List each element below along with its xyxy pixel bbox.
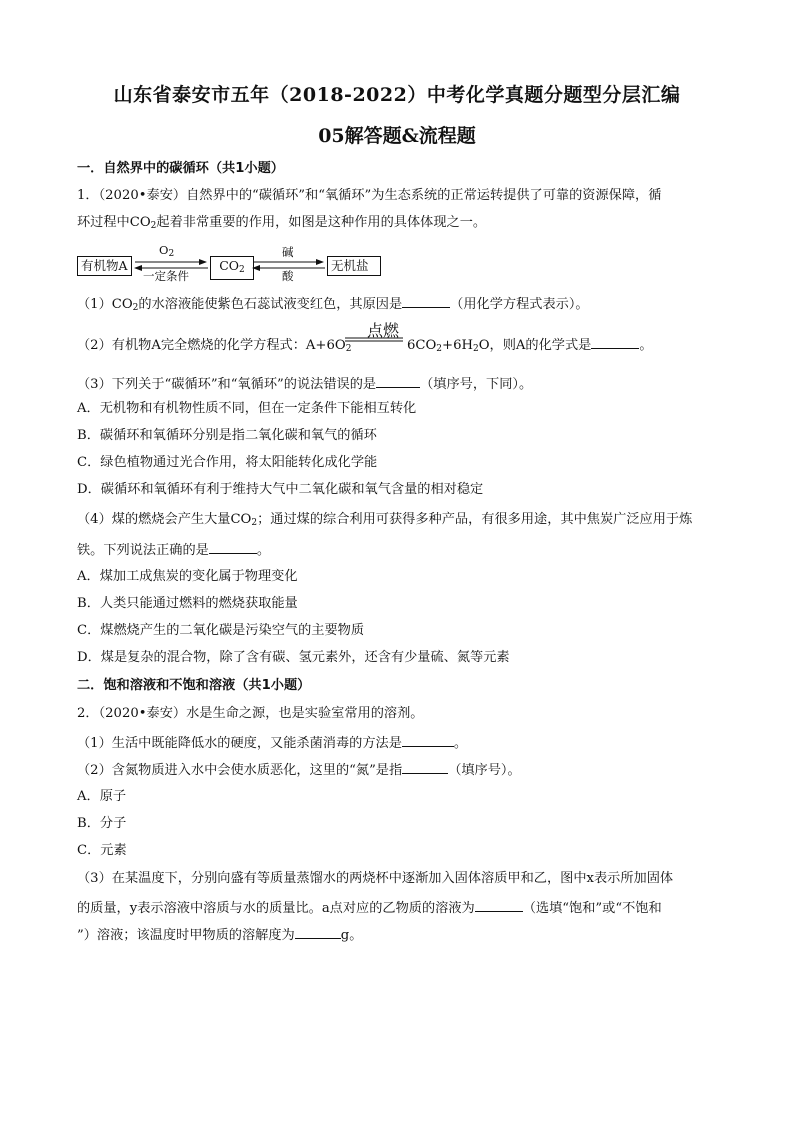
option-item: B．人类只能通过燃料的燃烧获取能量 [77, 596, 298, 611]
option-item: C．元素 [77, 843, 127, 858]
option-item: A．原子 [77, 789, 127, 804]
question-2-part-3-line2: 的质量，y表示溶液中溶质与水的质量比。a点对应的乙物质的溶液为 （选填“饱和”或“不饱和 [77, 898, 662, 918]
question-2-stem: 2．（2020•泰安）水是生命之源，也是实验室常用的溶剂。 [77, 706, 424, 721]
co2-box: $CO_2$ [210, 256, 254, 280]
option-item: B．碳循环和氧循环分别是指二氧化碳和氧气的循环 [77, 428, 377, 443]
reaction-condition: 点燃 [367, 321, 400, 340]
question-1-part-3: （3）下列关于“碳循环”和“氧循环”的说法错误的是 （填序号，下同）。 [77, 374, 532, 394]
question-1-part-1: $(1)CO_2$的水溶液能使紫色石蕊试液变红色，其原因是 （用化学方程式表示）。 [77, 294, 589, 317]
equation-double-line [345, 337, 405, 343]
inorganic-salt-box: 无机盐 [327, 256, 381, 276]
answer-blank[interactable] [295, 925, 341, 939]
question-1-stem-line2: 环过程中$CO_2$起着非常重要的作用，如图是这种作用的具体体现之一。 [77, 215, 487, 231]
document-title: 山东省泰安市五年（2018-2022）中考化学真题分题型分层汇编 [113, 84, 681, 106]
answer-blank[interactable] [402, 294, 450, 308]
option-item: D．碳循环和氧循环有利于维持大气中二氧化碳和氧气含量的相对稳定 [77, 482, 484, 497]
answer-blank[interactable] [376, 374, 420, 388]
question-2-part-3-line3: ”）溶液；该温度时甲物质的溶解度为 g。 [77, 925, 362, 945]
arrow1-bottom-label: 一定条件 [143, 269, 189, 283]
document-subtitle: 05解答题&流程题 [318, 125, 476, 147]
question-1-part-4-line1: （4）煤的燃烧会产生大量$CO_2$；通过煤的综合利用可获得多种产品，有很多用途，其中焦炭广泛应用于炼 [77, 512, 693, 528]
carbon-cycle-diagram [77, 243, 407, 283]
option-item: A．无机物和有机物性质不同，但在一定条件下能相互转化 [77, 401, 417, 416]
section-heading-1: 一．自然界中的碳循环（共1小题） [77, 161, 284, 176]
question-1-part-4-line2: 铁。下列说法正确的是 。 [77, 540, 270, 560]
option-item: A．煤加工成焦炭的变化属于物理变化 [77, 569, 298, 584]
question-2-part-1: （1）生活中既能降低水的硬度，又能杀菌消毒的方法是 。 [77, 733, 467, 753]
answer-blank[interactable] [475, 898, 523, 912]
answer-blank[interactable] [209, 540, 257, 554]
organic-compound-box: 有机物A [77, 256, 132, 276]
arrow2-bottom-label: 酸 [282, 269, 294, 283]
option-item: C．绿色植物通过光合作用，将太阳能转化成化学能 [77, 455, 378, 470]
question-1-stem-line1: 1．（2020•泰安）自然界中的“碳循环”和“氧循环”为生态系统的正常运转提供了可靠的资源保障，循 [77, 188, 662, 203]
arrow2-top-label: 碱 [282, 245, 294, 259]
answer-blank[interactable] [402, 733, 454, 747]
diagram-arrows [77, 243, 407, 283]
question-2-part-2: （2）含氮物质进入水中会使水质恶化，这里的“氮”是指 （填序号）。 [77, 760, 521, 780]
section-heading-2: 二．饱和溶液和不饱和溶液（共1小题） [77, 678, 311, 693]
answer-blank[interactable] [591, 335, 639, 349]
question-2-part-3-line1: （3）在某温度下，分别向盛有等质量蒸馏水的两烧杯中逐渐加入固体溶质甲和乙，图中x表示所加固体 [77, 871, 674, 886]
option-item: B．分子 [77, 816, 127, 831]
arrow1-top-label: $O_2$ [159, 243, 175, 259]
answer-blank[interactable] [402, 760, 448, 774]
question-1-part-2: （2）有机物A完全燃烧的化学方程式：$A+6O_2$ 点燃 $6CO_2+6H_2O$，则A的化学式是 。 [77, 318, 717, 358]
option-item: D．煤是复杂的混合物，除了含有碳、氢元素外，还含有少量硫、氮等元素 [77, 650, 510, 665]
option-item: C．煤燃烧产生的二氧化碳是污染空气的主要物质 [77, 623, 365, 638]
